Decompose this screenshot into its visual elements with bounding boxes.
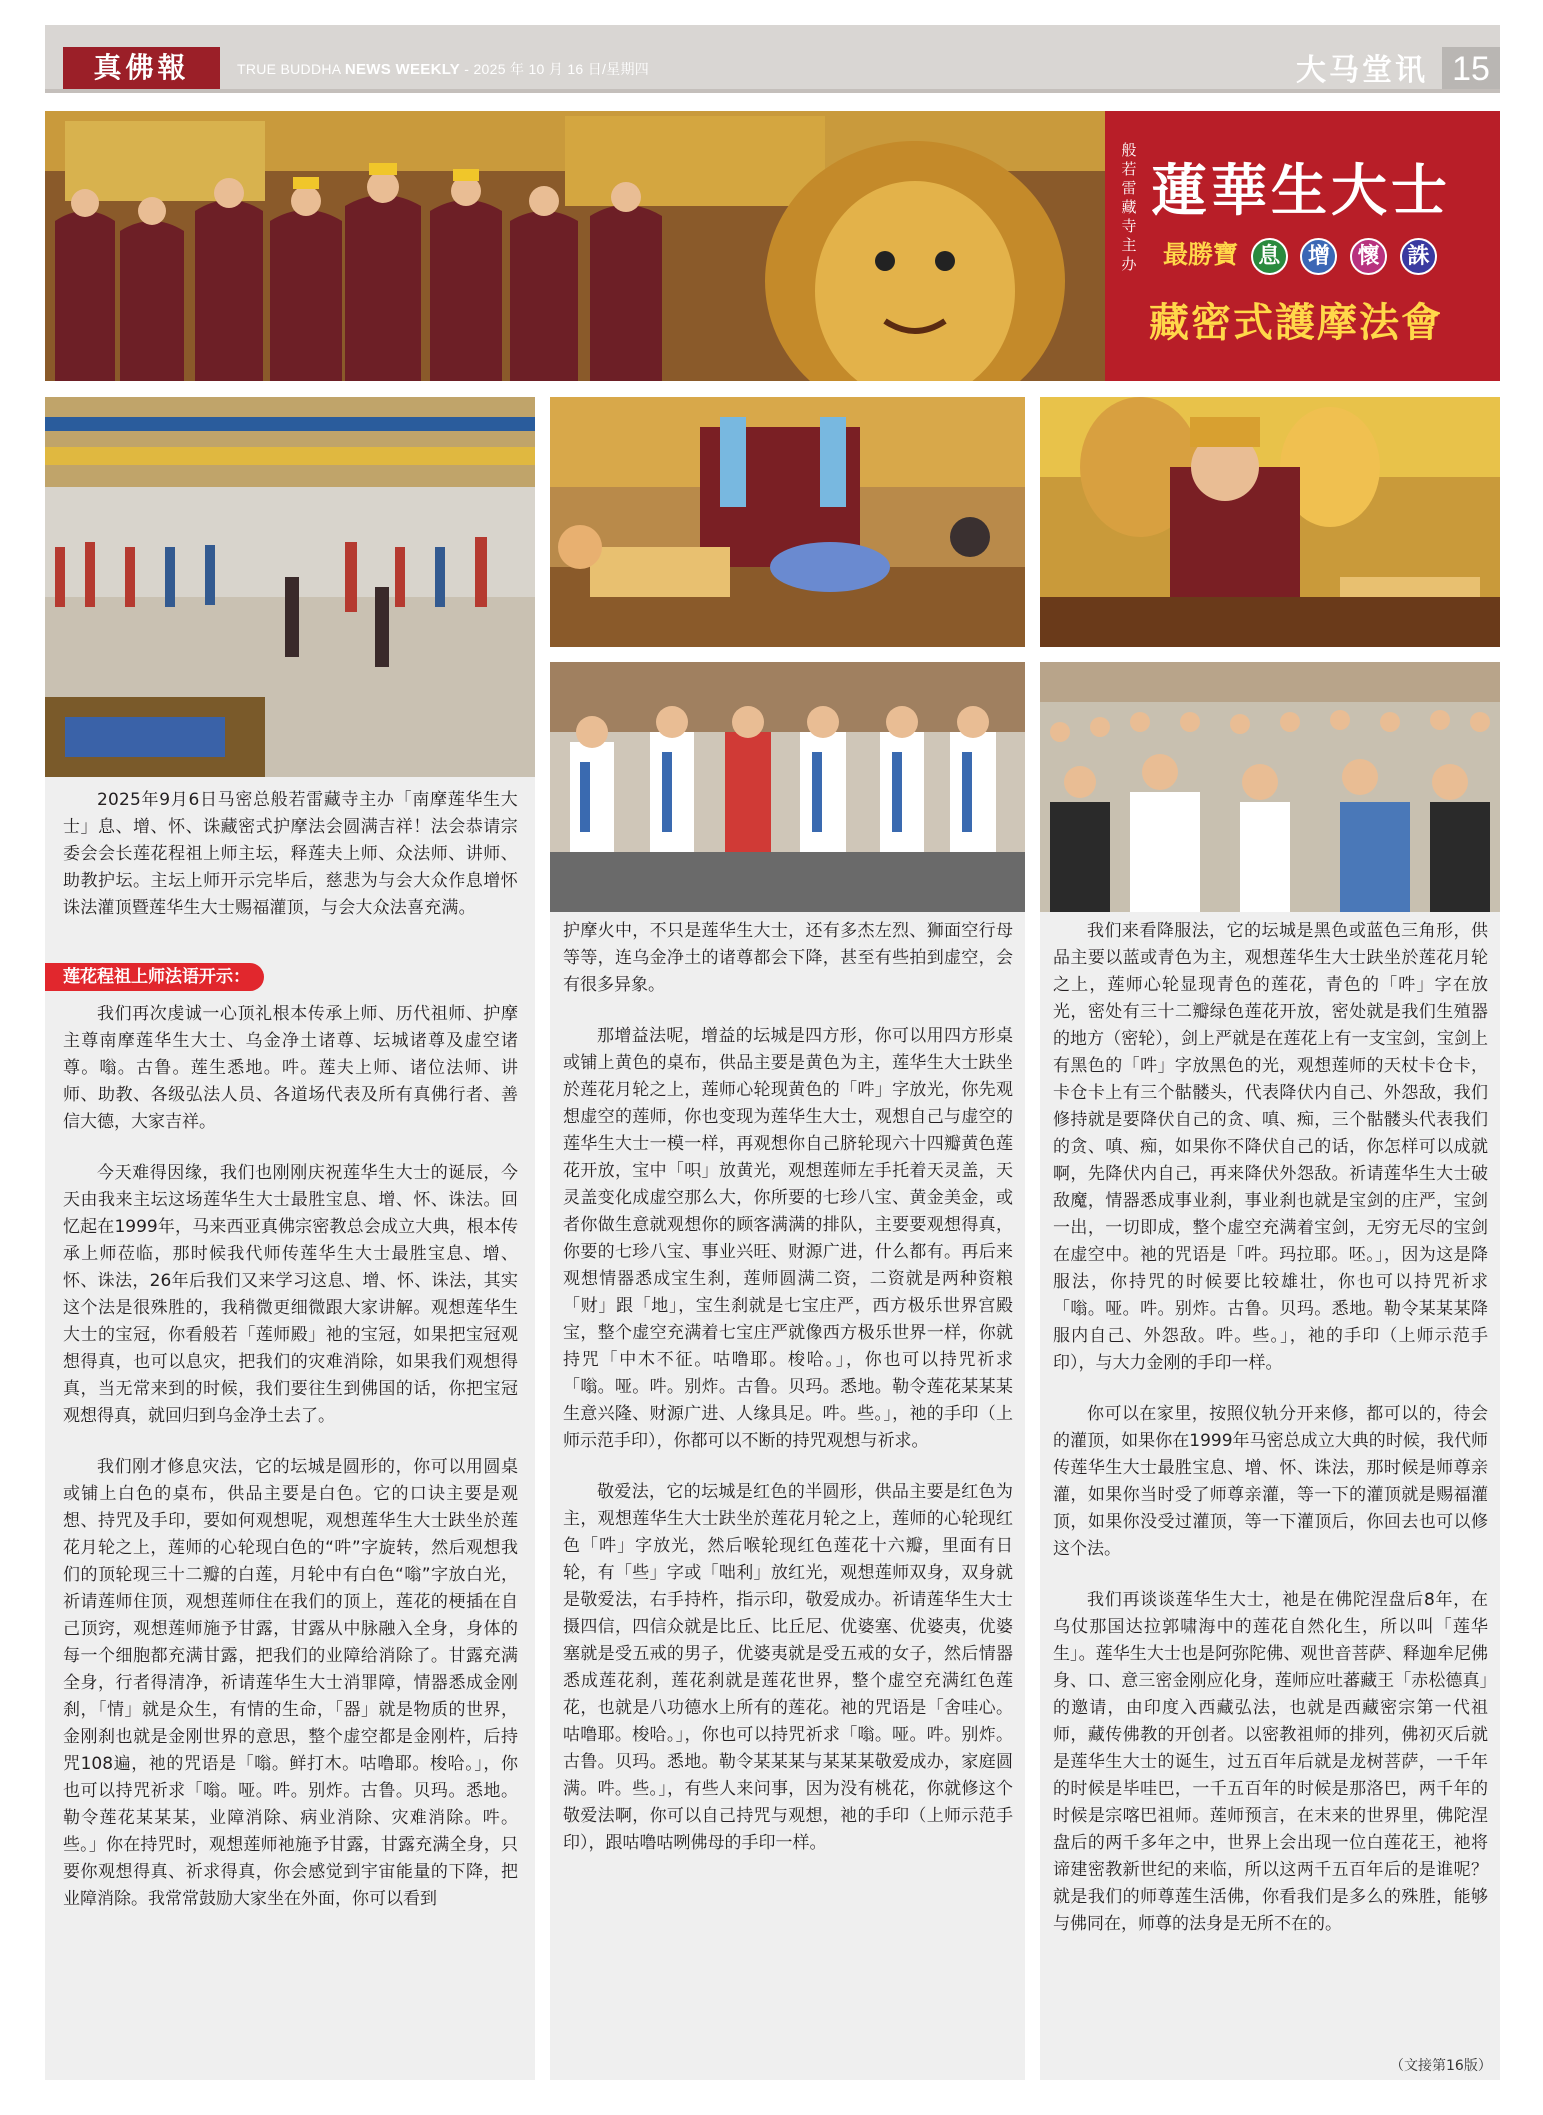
article-lead: 2025年9月6日马密总般若雷藏寺主办「南摩莲华生大士」息、增、怀、诛藏密式护摩法会圆满吉祥！法会恭请宗委会会长莲花程祖上师主坛，释莲夫上师、众法师、讲师、助教护坛。主坛上师开示完毕后，慈悲为与会大众作息增怀诛法灌顶暨莲华生大士赐福灌顶，与会大众法喜充满。 bbox=[63, 790, 518, 918]
section-title: 大马堂讯 bbox=[1296, 53, 1428, 88]
circle-huai: 懷 bbox=[1350, 238, 1387, 275]
photo-devotees-group bbox=[550, 662, 1025, 912]
banner-subtitle: 最勝寶 息 增 懷 誅 bbox=[1163, 235, 1437, 275]
masthead-line: TRUE BUDDHA NEWS WEEKLY - 2025 年 10 月 16 日/星期四 bbox=[237, 61, 650, 78]
paragraph: 那增益法呢，增益的坛城是四方形，你可以用四方形桌或铺上黄色的桌布，供品主要是黄色为主，莲华生大士趺坐於莲花月轮之上，莲师心轮现黄色的「吽」字放光，你先观想虚空的莲师，你也变现为莲华生大士，观想自己与虚空的莲华生大士一模一样，再观想你自己脐轮现六十四瓣黄色莲花开放，宝中「呮」放黄光，观想莲师左手托着天灵盖，天灵盖变化成虚空那么大，你所要的七珍八宝、黄金美金，或者你做生意就观想你的顾客满满的排队，主要要观想得真，你要的七珍八宝、事业兴旺、财源广进，什么都有。再后来观想情器悉成宝生刹，莲师圆满二资，二资就是两种资粮「财」跟「地」，宝生刹就是七宝庄严，西方极乐世界宫殿宝，整个虚空充满着七宝庄严就像西方极乐世界一样，你就持咒「中木不征。咕噜耶。梭哈。」，你也可以持咒祈求「嗡。哑。吽。别炸。古鲁。贝玛。悉地。勒令莲花某某某生意兴隆、财源广进、人缘具足。吽。些。」，祂的手印（上师示范手印），你都可以不断的持咒观想与祈求。 bbox=[563, 1026, 1013, 1451]
paragraph: 敬爱法，它的坛城是红色的半圆形，供品主要是红色为主，观想莲华生大士趺坐於莲花月轮之上，莲师的心轮现红色「吽」字放光，然后喉轮现红色莲花十六瓣，里面有日轮，有「些」字或「咄利」放红光，观想莲师双身，双身就是敬爱法，右手持杵，指示印，敬爱成办。祈请莲华生大士摄四信，四信众就是比丘、比丘尼、优婆塞、优婆夷，优婆塞就是受五戒的男子，优婆夷就是受五戒的女子，然后情器悉成莲花刹，莲花刹就是莲花世界，整个虚空充满红色莲花，也就是八功德水上所有的莲花。祂的咒语是「舍哇心。咕噜耶。梭哈。」，你也可以持咒祈求「嗡。哑。吽。别炸。古鲁。贝玛。悉地。勒令某某某与某某某敬爱成办，家庭圆满。吽。些。」，有些人来问事，因为没有桃花，你就修这个敬爱法啊，你可以自己持咒与观想，祂的手印（上师示范手印），跟咕噜咕咧佛母的手印一样。 bbox=[563, 1482, 1013, 1853]
photo-seated-crowd bbox=[1040, 662, 1500, 912]
event-banner bbox=[45, 111, 1500, 381]
banner-organizer: 般若雷藏寺主办 bbox=[1121, 141, 1137, 273]
banner-event-name: 藏密式護摩法會 bbox=[1149, 300, 1443, 346]
column-1-text bbox=[63, 1001, 518, 1937]
paragraph: 我们刚才修息灾法，它的坛城是圆形的，你可以用圆桌或铺上白色的桌布，供品主要是白色。它的口诀主要是观想、持咒及手印，要如何观想呢，观想莲华生大士趺坐於莲花月轮之上，莲师的心轮现白色的“吽”字旋转，然后观想我们的顶轮现三十二瓣的白莲，月轮中有白色“嗡”字放白光，祈请莲师住顶，观想莲师住在我们的顶上，莲花的梗插在自己顶窍，观想莲师施予甘露，甘露从中脉融入全身，身体的每一个细胞都充满甘露，把我们的业障给消除了。甘露充满全身，行者得清净，祈请莲华生大士消罪障，情器悉成金刚刹，「情」就是众生，有情的生命，「器」就是物质的世界，金刚刹也就是金刚世界的意思，整个虚空都是金刚杵，后持咒108遍，祂的咒语是「嗡。鲜打木。咕噜耶。梭哈。」，你也可以持咒祈求「嗡。哑。吽。别炸。古鲁。贝玛。悉地。勒令莲花某某某，业障消除、病业消除、灾难消除。吽。些。」你在持咒时，观想莲师祂施予甘露，甘露充满全身，只要你观想得真、祈求得真，你会感觉到宇宙能量的下降，把业障消除。我常常鼓励大家坐在外面，你可以看到 bbox=[63, 1457, 518, 1909]
banner-photo-monks bbox=[45, 111, 1105, 381]
header-rule bbox=[45, 89, 1500, 93]
page-header bbox=[45, 25, 1500, 93]
newspaper-logo: 真佛報 bbox=[63, 47, 220, 89]
section-subhead: 莲花程祖上师法语开示： bbox=[45, 963, 264, 991]
paragraph: 你可以在家里，按照仪轨分开来修，都可以的，待会的灌顶，如果你在1999年马密总成立大典的时候，我代师传莲华生大士最胜宝息、增、怀、诛法，那时候是师尊亲灌，如果你当时受了师尊亲灌，等一下的灌顶就是赐福灌顶，如果你没受过灌顶，等一下灌顶后，你回去也可以修这个法。 bbox=[1053, 1404, 1488, 1559]
photo-master-altar bbox=[550, 397, 1025, 647]
column-2-text bbox=[563, 918, 1013, 1881]
banner-title: 蓮華生大士 bbox=[1151, 158, 1451, 224]
circle-zeng: 增 bbox=[1300, 238, 1337, 275]
newspaper-page bbox=[45, 25, 1500, 2095]
paragraph: 护摩火中，不只是莲华生大士，还有多杰左烈、狮面空行母等等，连乌金净土的诸尊都会下降，甚至有些拍到虚空，会有很多异象。 bbox=[563, 921, 1013, 995]
paragraph: 我们来看降服法，它的坛城是黑色或蓝色三角形，供品主要以蓝或青色为主，观想莲华生大士趺坐於莲花月轮之上，莲师心轮显现青色的莲花，青色的「吽」字在放光，密处有三十二瓣绿色莲花开放，密处就是我们生殖器的地方（密轮），剑上严就是在莲花上有一支宝剑，宝剑上有黑色的「吽」字放黑色的光，观想莲师的天杖卡仓卡，卡仓卡上有三个骷髅头，代表降伏内自己、外怨敌，我们修持就是要降伏自己的贪、嗔、痴，三个骷髅头代表我们的贪、嗔、痴，如果你不降伏自己的话，你怎样可以成就啊，先降伏内自己，再来降伏外怨敌。祈请莲华生大士破敌魔，情器悉成事业刹，事业刹也就是宝剑的庄严，宝剑一出，一切即成，整个虚空充满着宝剑，无穷无尽的宝剑在虚空中。祂的咒语是「吽。玛拉耶。呸。」，因为这是降服法，你持咒的时候要比较雄壮，你也可以持咒祈求「嗡。哑。吽。别炸。古鲁。贝玛。悉地。勒令某某某降服内自己、外怨敌。吽。些。」，祂的手印（上师示范手印），与大力金刚的手印一样。 bbox=[1053, 921, 1488, 1373]
column-3-text bbox=[1053, 918, 1488, 1962]
paragraph: 我们再谈谈莲华生大士，祂是在佛陀涅盘后8年，在乌仗那国达拉郭啸海中的莲花自然化生，所以叫「莲华生」。莲华生大士也是阿弥陀佛、观世音菩萨、释迦牟尼佛身、口、意三密金刚应化身，莲师应吐蕃藏王「赤松德真」的邀请，由印度入西藏弘法，也就是西藏密宗第一代祖师，藏传佛教的开创者。以密教祖师的排列，佛初灭后就是莲华生大士的诞生，过五百年后就是龙树菩萨，一千年的时候是毕哇巴，一千五百年的时候是那洛巴，两千年的时候是宗喀巴祖师。莲师预言，在末来的世界里，佛陀涅盘后的两千多年之中，世界上会出现一位白莲花王，祂将谛建密教新世纪的来临，所以这两千五百年后的是谁呢？就是我们的师尊莲生活佛，你看我们是多么的殊胜，能够与佛同在，师尊的法身是无所不在的。 bbox=[1053, 1590, 1488, 1934]
paragraph: 今天难得因缘，我们也刚刚庆祝莲华生大士的诞辰，今天由我来主坛这场莲华生大士最胜宝息、增、怀、诛法。回忆起在1999年，马来西亚真佛宗密教总会成立大典，根本传承上师莅临，那时候我代师传莲华生大士最胜宝息、增、怀、诛法，26年后我们又来学习这息、增、怀、诛法，其实这个法是很殊胜的，我稍微更细微跟大家讲解。观想莲华生大士的宝冠，你看般若「莲师殿」祂的宝冠，如果把宝冠观想得真，也可以息灾，把我们的灾难消除，如果我们观想得真，当无常来到的时候，我们要往生到佛国的话，你把宝冠观想得真，就回归到乌金净土去了。 bbox=[63, 1163, 518, 1426]
photo-master-crown bbox=[1040, 397, 1500, 647]
circle-zhu: 誅 bbox=[1400, 238, 1437, 275]
paragraph: 我们再次虔诚一心顶礼根本传承上师、历代祖师、护摩主尊南摩莲华生大士、乌金净土诸尊、坛城诸尊及虚空诸尊。嗡。古鲁。莲生悉地。吽。莲夫上师、诸位法师、讲师、助教、各级弘法人员、各道场代表及所有真佛行者、善信大德，大家吉祥。 bbox=[63, 1004, 518, 1132]
photo-hall-crowd bbox=[45, 397, 535, 777]
continued-note: （文接第16版） bbox=[1390, 2058, 1492, 2074]
circle-xi: 息 bbox=[1251, 238, 1288, 275]
page-number: 15 bbox=[1442, 47, 1500, 91]
